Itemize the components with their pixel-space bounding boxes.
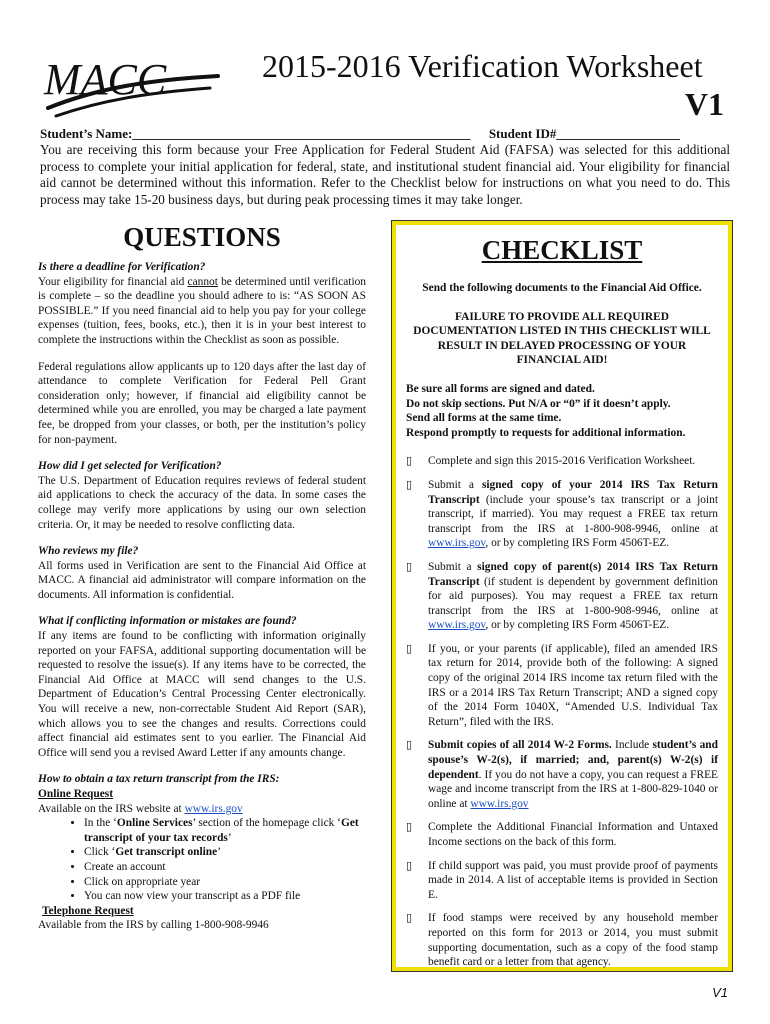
item3-text-a: Submit a <box>428 560 478 573</box>
bullet1-text-c: ’ section of the homepage click ‘ <box>192 817 341 830</box>
deadline-text-a: Your eligibility for financial aid <box>38 275 188 288</box>
irs-link[interactable]: www.irs.gov <box>470 797 529 810</box>
irs-link[interactable]: www.irs.gov <box>428 619 486 632</box>
telephone-request-heading: Telephone Request <box>42 904 134 917</box>
student-name-field[interactable]: Student’s Name:____________________________________________________ <box>40 126 471 141</box>
footer-version-mark: V1 <box>712 985 728 1000</box>
logo-text: MACC <box>44 55 167 104</box>
checklist-item <box>406 478 718 551</box>
checkbox[interactable]: ▯ <box>406 739 413 752</box>
checklist-item-text: If food stamps were received by any household member reported on this form for 2013 or 2014, you must submit supporting documentation, such as a copy of the food stamp benefit card or a letter from that agency. <box>428 912 718 969</box>
checklist-heading: CHECKLIST <box>481 235 643 265</box>
bullet1-text-b: Online Services <box>116 817 193 830</box>
checklist-item-text: Complete and sign this 2015-2016 Verification Worksheet. <box>428 455 696 468</box>
deadline-title: Is there a deadline for Verification? <box>38 261 206 273</box>
item2-text-c: (include your spouse’s tax transcript or a joint transcript, if married). You may request a FREE tax return transcript from the IRS at 1-800-908-9946, online at <box>428 493 718 535</box>
irs-link[interactable]: www.irs.gov <box>428 537 486 550</box>
checklist-item-text: Complete the Additional Financial Information and Untaxed Income sections on the back of this form. <box>428 821 718 848</box>
checklist-rule: Be sure all forms are signed and dated. <box>406 382 595 395</box>
bullet2-text-a: Click ‘ <box>84 846 116 859</box>
deadline-paragraph-1 <box>38 275 366 348</box>
item3-text-b: signed copy of parent(s) 2014 IRS Tax Return Transcript <box>428 560 718 588</box>
deadline-text-b: be determined until verification is complete – so the deadline you should adhere to is: “AS SOON AS POSSIBLE.” If you need financial aid to help you pay for your college expenses (tuition, fees, books, etc.), then it is in your best interest to complete the instructions within the Checklist as soon as possible. <box>38 275 367 346</box>
conflict-text: If any items are found to be conflicting with information originally reported on your FAFSA, additional supporting documentation will be requested to resolve the issue(s). If any items have to be corrected, the Financial Aid Office at MACC will send changes to the U.S. Department of Education’s Central Processing Center electronically. You will receive a new, non-correctable Student Aid Report (SAR), which allows you to see the changes and results. Corrections could affect financial aid estimates sent to you earlier. The Financial Aid Office will send you a revised Award Letter if any amounts change. <box>38 630 366 759</box>
version-label: V1 <box>684 86 724 122</box>
reviews-title: Who reviews my file? <box>38 545 139 558</box>
item5-text-b: Include <box>611 739 653 752</box>
checklist-item-text <box>428 478 718 551</box>
macc-logo <box>38 36 228 122</box>
item5-text-a: Submit copies of all 2014 W-2 Forms. <box>428 739 612 752</box>
checkbox[interactable]: ▯ <box>406 455 413 468</box>
online-request-heading: Online Request <box>38 788 113 800</box>
transcript-title: How to obtain a tax return transcript from the IRS: <box>38 773 280 786</box>
checklist-item-text <box>428 738 718 811</box>
checklist-rule: Respond promptly to requests for additional information. <box>406 426 686 439</box>
questions-column <box>38 222 366 933</box>
checklist-item-text: If child support was paid, you must provide proof of payments made in 2014. A list of acceptable items is provided in Section E. <box>428 859 718 901</box>
online-available-text: Available on the IRS website at <box>38 802 185 815</box>
deadline-paragraph-2: Federal regulations allow applicants up to 120 days after the last day of attendance to complete Verification for Federal Pell Grant consideration only; however, if financial aid eligibility cannot be determined while you are enrolled, you may be charged a late payment fee, be dropped from your classes, or both, per the institution’s policy for non-payment. <box>38 360 366 446</box>
checklist-item <box>406 454 718 469</box>
selection-section <box>38 459 366 532</box>
checkbox[interactable]: ▯ <box>406 912 413 925</box>
checklist-box <box>392 221 732 971</box>
intro-paragraph: You are receiving this form because your Free Application for Federal Student Aid (FAFSA) was selected for this additional process to complete your initial application for federal, state, and institutional student financial aid. Your eligibility for financial aid cannot be determined without this information. Refer to the Checklist below for instructions on what you need to do. This process may take 15-20 business days, but during peak processing times it may take longer. <box>40 142 730 207</box>
deadline-text-cannot: cannot <box>187 275 218 288</box>
list-item <box>84 845 366 860</box>
item2-text-a: Submit a <box>428 478 482 491</box>
item5-text-d: . If you do not have a copy, you can request a FREE wage and income transcript from the IRS at 1-800-829-1040 or online at <box>428 768 718 810</box>
student-id-field[interactable]: Student ID#___________________ <box>488 126 680 141</box>
online-steps-list <box>38 816 366 904</box>
conflict-title: What if conflicting information or mistakes are found? <box>38 615 297 628</box>
checklist-rules <box>406 382 718 440</box>
item3-text-d: , or by completing IRS Form 4506T-EZ. <box>485 619 670 632</box>
telephone-request-text: Available from the IRS by calling 1-800-908-9946 <box>38 919 269 932</box>
page-title: 2015-2016 Verification Worksheet <box>262 48 703 84</box>
item3-text-c: (if student is dependent by government definition for aid purposes). You may request a FREE tax return transcript from the IRS at 1-800-908-9946, online at <box>428 575 718 617</box>
checklist-item <box>406 560 718 633</box>
bullet2-text-c: ’ <box>217 846 221 859</box>
checklist-item <box>406 820 718 849</box>
checkbox[interactable]: ▯ <box>406 560 413 573</box>
checkbox[interactable]: ▯ <box>406 821 413 834</box>
student-info-line <box>40 126 680 142</box>
transcript-section <box>38 772 366 933</box>
item2-text-d: , or by completing IRS Form 4506T-EZ. <box>485 537 670 550</box>
checklist-rule: Send all forms at the same time. <box>406 412 562 425</box>
checklist-failure-warning: FAILURE TO PROVIDE ALL REQUIRED DOCUMENTATION LISTED IN THIS CHECKLIST WILL RESULT IN DELAYED PROCESSING OF YOUR FINANCIAL AID! <box>413 310 711 367</box>
checkbox[interactable]: ▯ <box>406 642 413 655</box>
selection-text: The U.S. Department of Education requires reviews of federal student aid applications to check the accuracy of the data. In some cases the college may verify more applications by using our own selection criteria. Or, it may be needed to resolve conflicting data. <box>38 474 366 531</box>
bullet1-text-d: Get transcript of your tax records <box>84 817 359 844</box>
checklist-item-text: If you, or your parents (if applicable), filed an amended IRS tax return for 2014, provide both of the following: A signed copy of the original 2014 IRS income tax return filed with the IRS or a 2014 IRS Tax Return Transcript; AND a signed copy of the 2014 Form 1040X, “Amended U.S. Individual Tax Return”, filed with the IRS. <box>428 642 718 728</box>
deadline-section <box>38 260 366 348</box>
checklist-item <box>406 642 718 730</box>
checkbox[interactable]: ▯ <box>406 478 413 491</box>
list-item: • Create an account <box>84 860 366 875</box>
conflict-section <box>38 614 366 760</box>
reviews-text: All forms used in Verification are sent to the Financial Aid Office at MACC. A financial aid administrator will compare information on the documents. All information is confidential. <box>38 559 366 601</box>
list-item: • You can now view your transcript as a PDF file <box>84 889 366 904</box>
online-available-line <box>38 802 366 817</box>
checklist-rule: Do not skip sections. Put N/A or “0” if it doesn’t apply. <box>406 397 671 410</box>
checkbox[interactable]: ▯ <box>406 859 413 872</box>
checklist-item <box>406 738 718 811</box>
questions-heading: QUESTIONS <box>123 222 281 252</box>
bullet1-text-a: In the ‘ <box>84 817 117 830</box>
list-item <box>84 816 366 845</box>
list-item: • Click on appropriate year <box>84 875 366 890</box>
irs-link[interactable]: www.irs.gov <box>184 802 243 815</box>
checklist-send-line: Send the following documents to the Financial Aid Office. <box>422 282 702 294</box>
reviews-section <box>38 544 366 602</box>
checklist-item-text <box>428 560 718 633</box>
checklist-item <box>406 859 718 903</box>
bullet1-text-e: ’ <box>227 831 232 844</box>
checklist-item <box>406 911 718 969</box>
item2-text-b: signed copy of your 2014 IRS Tax Return Transcript <box>428 478 718 506</box>
item5-text-c: student’s and spouse’s W-2(s), if married; and, parent(s) W-2(s) if dependent <box>428 739 718 781</box>
bullet2-text-b: Get transcript online <box>115 846 218 859</box>
selection-title: How did I get selected for Verification? <box>38 460 222 473</box>
